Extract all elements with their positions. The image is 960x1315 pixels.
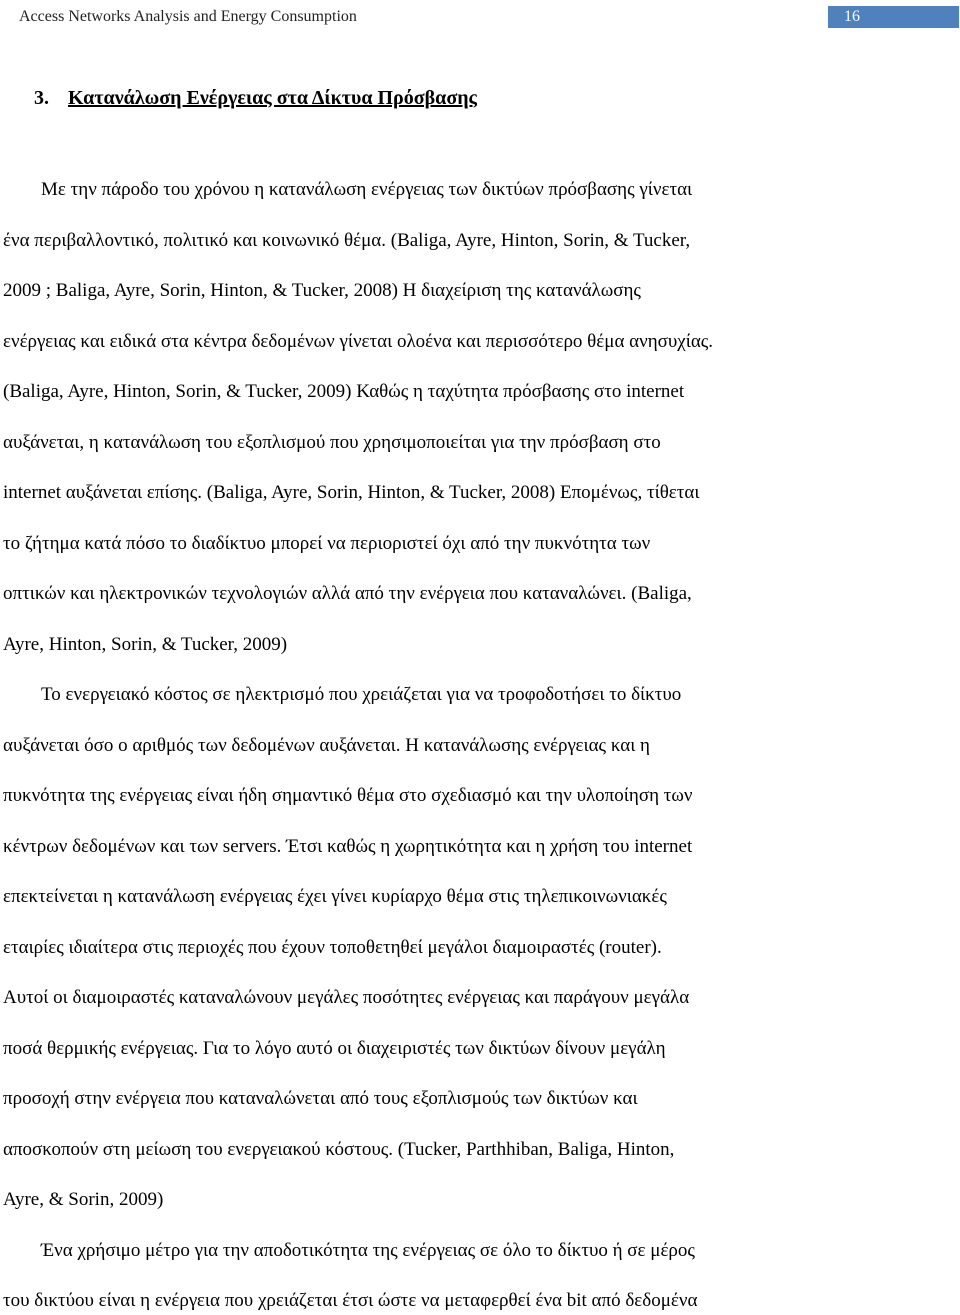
- text-line: ενέργειας και ειδικά στα κέντρα δεδομένων γίνεται ολοένα και περισσότερο θέμα ανησυχίας.: [3, 331, 714, 352]
- text-line: 2009 ; Baliga, Ayre, Sorin, Hinton, & Tucker, 2008) Η διαχείριση της κατανάλωσης: [3, 280, 641, 301]
- text-line: ποσά θερμικής ενέργειας. Για το λόγο αυτό οι διαχειριστές των δικτύων δίνουν μεγάλη: [3, 1038, 666, 1059]
- text-line: internet αυξάνεται επίσης. (Baliga, Ayre, Sorin, Hinton, & Tucker, 2008) Επομένως, τίθεται: [3, 482, 700, 503]
- text-line: αυξάνεται, η κατανάλωση του εξοπλισμού που χρησιμοποιείται για την πρόσβαση στο: [3, 432, 661, 453]
- text-line: αυξάνεται όσο ο αριθμός των δεδομένων αυξάνεται. Η κατανάλωσης ενέργειας και η: [3, 735, 650, 756]
- text-line: οπτικών και ηλεκτρονικών τεχνολογιών αλλά από την ενέργεια που καταναλώνει. (Baliga,: [3, 583, 692, 604]
- text-line: αποσκοπούν στη μείωση του ενεργειακού κόστους. (Tucker, Parthhiban, Baliga, Hinton,: [3, 1139, 675, 1160]
- text-line: του δικτύου είναι η ενέργεια που χρειάζεται έτσι ώστε να μεταφερθεί ένα bit από δεδομένα: [3, 1290, 698, 1311]
- section-heading: [34, 85, 477, 111]
- text-line: το ζήτημα κατά πόσο το διαδίκτυο μπορεί να περιοριστεί όχι από την πυκνότητα των: [3, 533, 651, 554]
- text-line: εταιρίες ιδιαίτερα στις περιοχές που έχουν τοποθετηθεί μεγάλοι διαμοιραστές (router).: [3, 937, 662, 958]
- text-line: κέντρων δεδομένων και των servers. Έτσι καθώς η χωρητικότητα και η χρήση του internet: [3, 836, 693, 857]
- page-header: [0, 0, 960, 34]
- section-title: Κατανάλωση Ενέργειας στα Δίκτυα Πρόσβασης: [68, 87, 477, 109]
- text-line: Αυτοί οι διαμοιραστές καταναλώνουν μεγάλες ποσότητες ενέργειας και παράγουν μεγάλα: [3, 987, 690, 1008]
- text-line: (Baliga, Ayre, Hinton, Sorin, & Tucker, 2009) Καθώς η ταχύτητα πρόσβασης στο internet: [3, 381, 685, 402]
- text-line: Το ενεργειακό κόστος σε ηλεκτρισμό που χρειάζεται για να τροφοδοτήσει το δίκτυο: [41, 684, 682, 705]
- text-line: ένα περιβαλλοντικό, πολιτικό και κοινωνικό θέμα. (Baliga, Ayre, Hinton, Sorin, & Tucker,: [3, 230, 691, 251]
- section-number: 3.: [34, 87, 49, 109]
- text-line: προσοχή στην ενέργεια που καταναλώνεται από τους εξοπλισμούς των δικτύων και: [3, 1088, 638, 1109]
- text-line: επεκτείνεται η κατανάλωση ενέργειας έχει γίνει κυρίαρχο θέμα στις τηλεπικοινωνιακές: [3, 886, 667, 907]
- text-line: Με την πάροδο του χρόνου η κατανάλωση ενέργειας των δικτύων πρόσβασης γίνεται: [41, 179, 693, 200]
- page-number-badge: 16: [828, 6, 959, 28]
- text-line: Ayre, & Sorin, 2009): [3, 1189, 164, 1210]
- running-header-title: Access Networks Analysis and Energy Consumption: [19, 8, 357, 25]
- text-line: Ayre, Hinton, Sorin, & Tucker, 2009): [3, 634, 288, 655]
- text-line: πυκνότητα της ενέργειας είναι ήδη σημαντικό θέμα στο σχεδιασμό και την υλοποίηση των: [3, 785, 693, 806]
- text-line: Ένα χρήσιμο μέτρο για την αποδοτικότητα της ενέργειας σε όλο το δίκτυο ή σε μέρος: [41, 1240, 695, 1261]
